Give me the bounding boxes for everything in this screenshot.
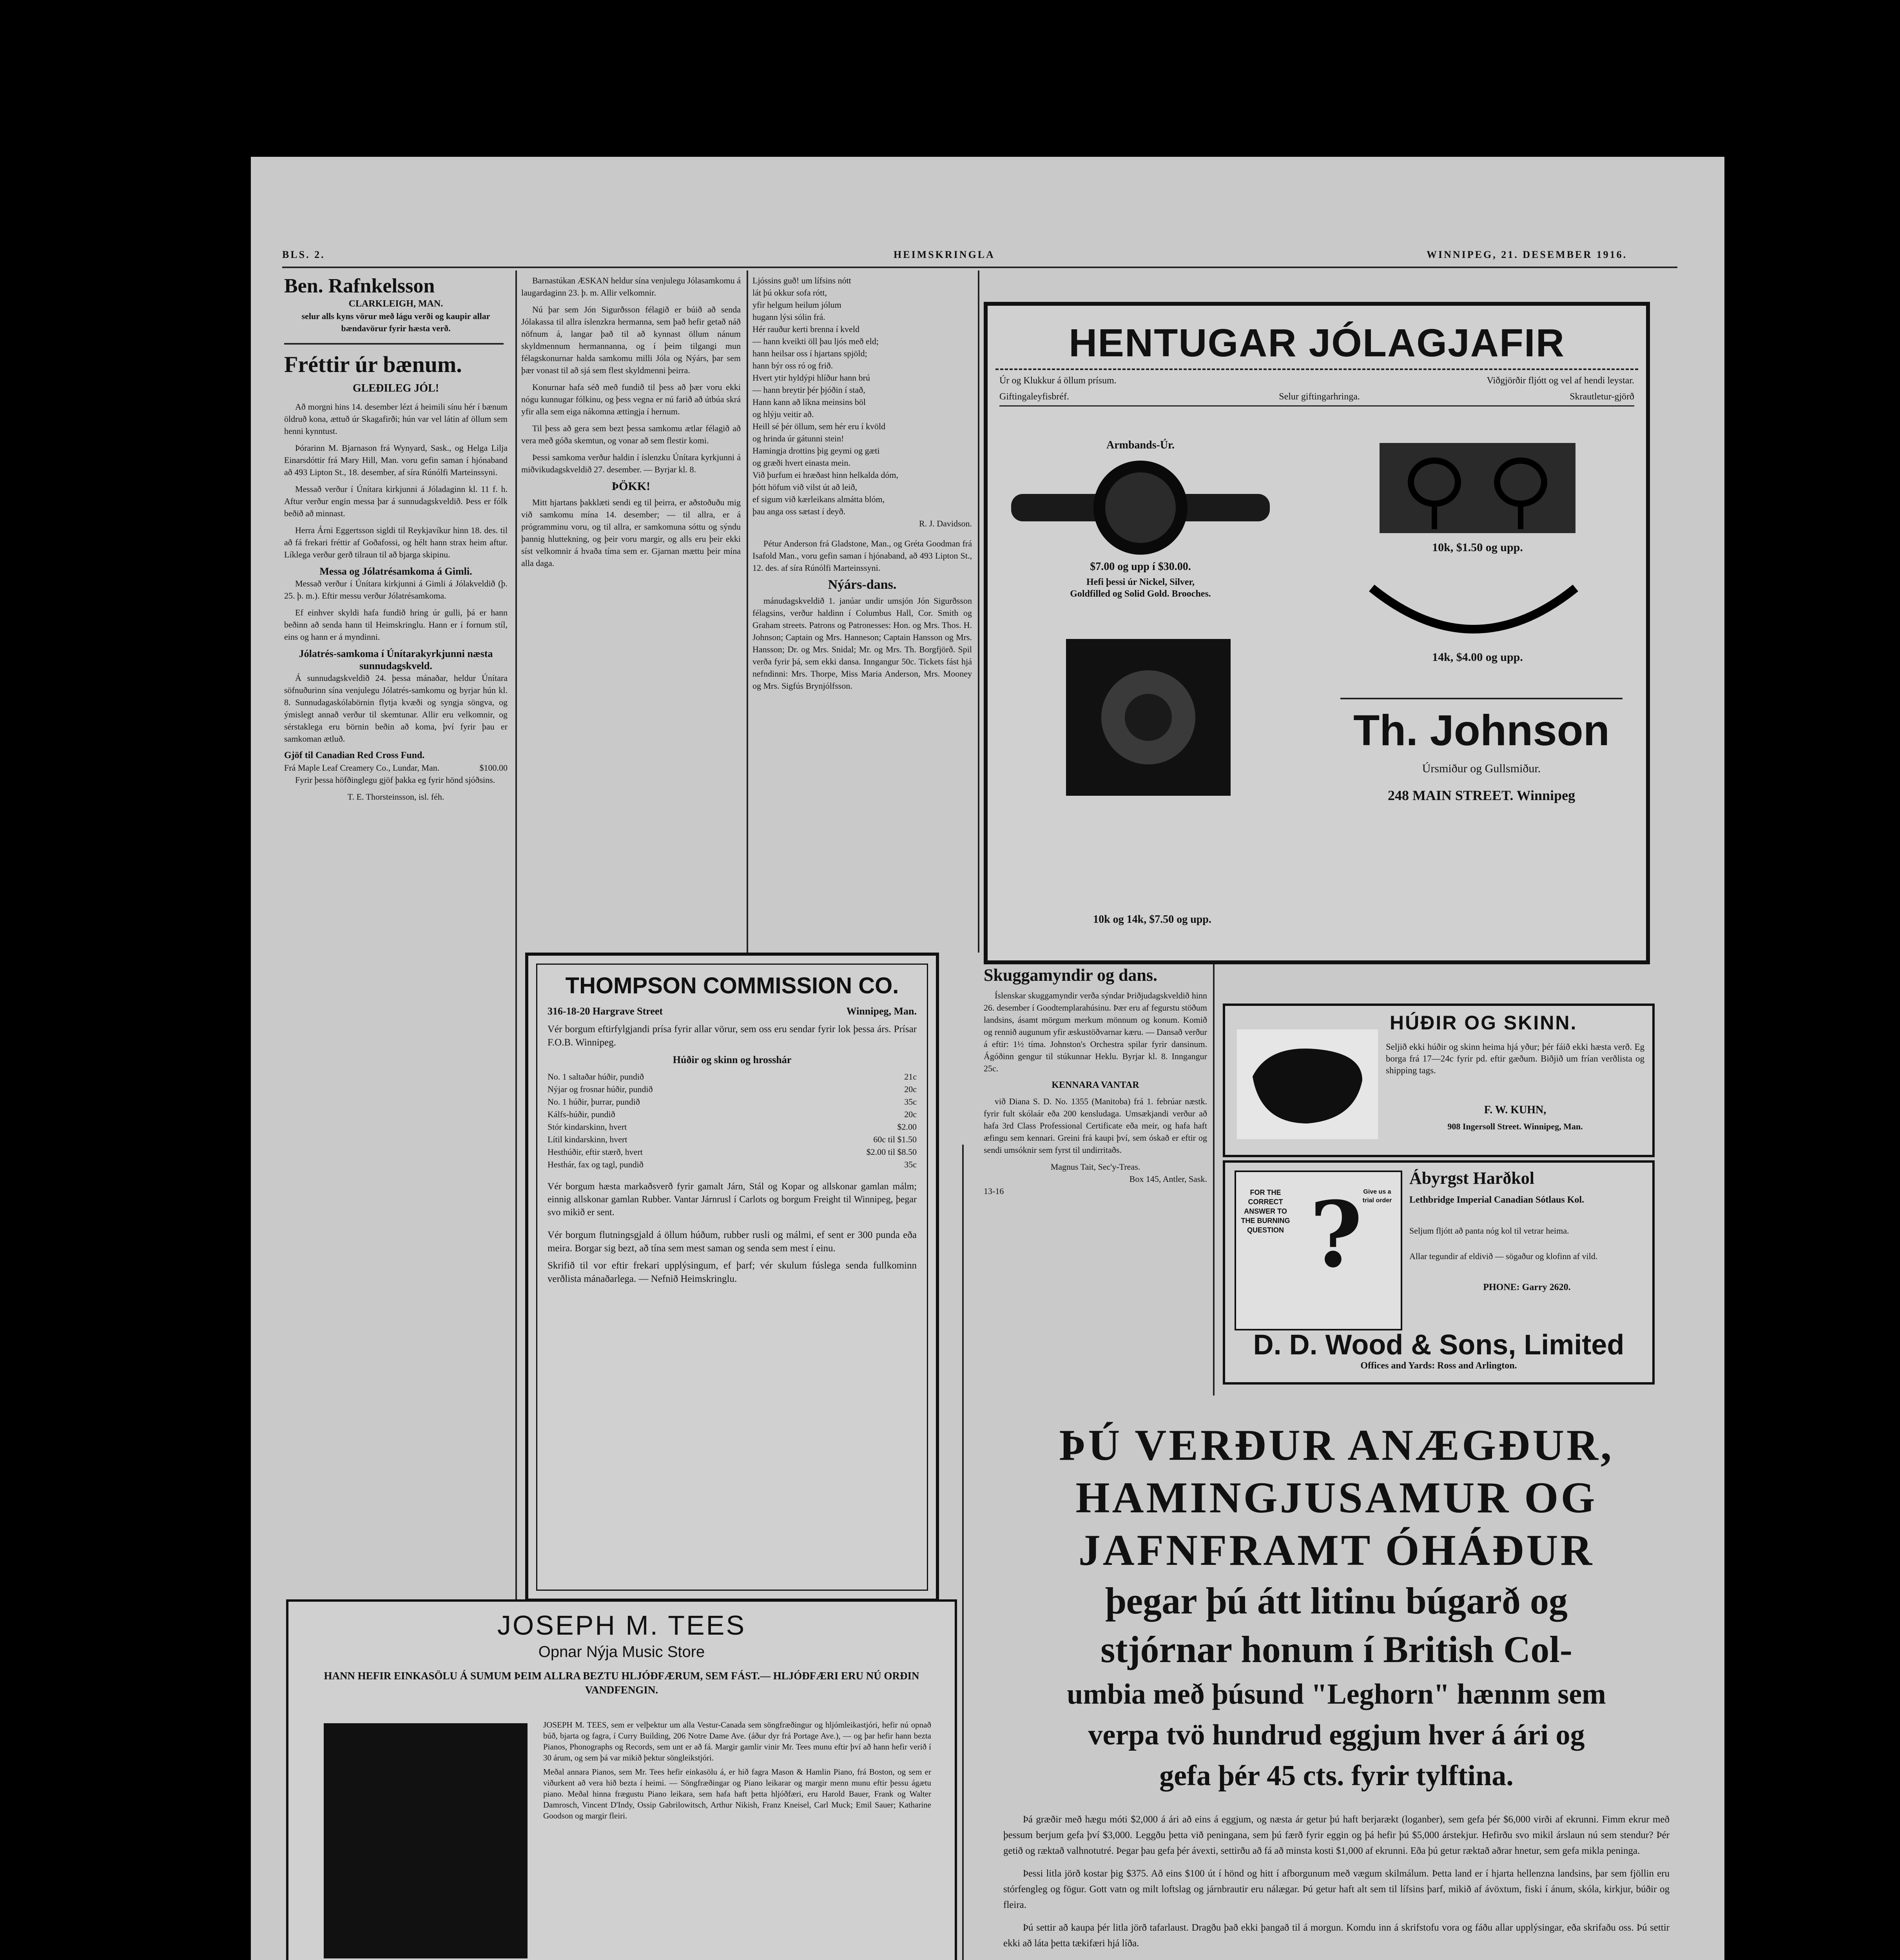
news-paragraph: Konurnar hafa séð með fundið til þess að þær voru ekki nógu kunnugar fólkinu, og þess vegna er nú farið að útbúa skrá yfir alla sem eiga nákomna ættingja í hernum.: [521, 382, 741, 416]
watches-note: Úr og Klukkur á öllum prísum.: [999, 376, 1117, 386]
tees-paragraph: JOSEPH M. TEES, sem er velþektur um alla Vestur-Canada sem söngfræðingur og hljómleikastjóri, hefir nú opnað búð, bjarta og fagra, í Curry Building, 206 Notre Dame Ave. (áður dyr frá Portage Ave.), — og þar hefir hann bezta Pianos, Phonographs og Records, sem unt er að fá. Margir gamlir vinir Mr. Tees munu eftir því að hann hefir verið í 30 árum, og sem þá var mikið þektur söngleikstjóri.: [543, 1720, 931, 1762]
johnson-name: Th. Johnson: [1353, 706, 1610, 755]
price-value: 35c: [904, 1160, 917, 1169]
brooch-price: 10k og 14k, $7.50 og upp.: [1093, 913, 1211, 926]
price-table: [548, 1071, 917, 1171]
rings-image: [1380, 443, 1575, 533]
news-paragraph: Barnastúkan ÆSKAN heldur sína venjulegu Jólasamkomu á laugardaginn 23. þ. m. Allir velkomnir.: [521, 276, 741, 298]
price-item: Hesthár, fax og tagl, pundið: [548, 1160, 644, 1169]
headline-6: umbia með þúsund "Leghorn" hænnm sem: [1067, 1678, 1606, 1710]
hides-text: Seljið ekki húðir og skinn heima hjá yður; þér fáið ekki hæsta verð. Eg borga frá 17—24c fyrir pd. eftir gæðum. Biðjið um frían verðlista og shipping tags.: [1386, 1042, 1644, 1075]
hides-name: F. W. KUHN,: [1484, 1104, 1546, 1116]
price-item: Hesthúðir, eftir stærð, hvert: [548, 1147, 643, 1157]
poem-line: ef sigum við kærleikans almátta blóm,: [752, 494, 885, 504]
fund-row: [284, 762, 508, 774]
johnson-box: [1340, 698, 1623, 933]
teacher-signature: Magnus Tait, Sec'y-Treas.: [1050, 1162, 1140, 1172]
tees-title: JOSEPH M. TEES: [497, 1610, 746, 1641]
fund-signature: T. E. Thorsteinsson, isl. féh.: [347, 792, 444, 802]
price-row: [548, 1146, 917, 1158]
price-value: 35c: [904, 1097, 917, 1107]
news-paragraph: Til þess að gera sem bezt þessa samkomu ætlar félagið að vera með góða skemtun, og vonar að sem flestir komi.: [521, 423, 741, 445]
tees-banner: HANN HEFIR EINKASÖLU Á SUMUM ÞEIM ALLRA BEZTU HLJÓÐFÆRUM, SEM FÁST.— HLJÓÐFÆRI ERU NÚ ORÐIN VANDFENGIN.: [324, 1670, 919, 1696]
poem-signature: R. J. Davidson.: [919, 519, 972, 528]
poem-line: Hvert ytir hyldýpi hlíður hann brú: [752, 373, 870, 383]
jewelry-title: HENTUGAR JÓLAGJAFIR: [1069, 321, 1565, 365]
thompson-address: 316-18-20 Hargrave Street: [548, 1005, 663, 1017]
teacher-text: við Diana S. D. No. 1355 (Manitoba) frá 1. febrúar næstk. fyrir fult skólaár eða 200 kensludaga. Umsækjandi verður að hafa 3rd Class Professional Certificate eða meir, og hafa haft æfingu sem kennari. Greini frá kaupi því, sem óskað er eftir og sendi umsóknir sem fyrst til undirritaðs.: [984, 1096, 1207, 1155]
thompson-ad: [525, 953, 939, 1602]
news-paragraph: Á sunnudagskveldið 24. þessa mánaðar, heldur Únítara söfnuðurinn sína venjulegu Jólatrés-samkomu og byrjar hún kl. 8. Sunnudagaskólabörnin flytja kvæði og syngja söngva, og ýmislegt annað verður til skemtunar. Allir eru velkomnir, og sérstaklega eru börnin beðin að koma, því fyrir þau er samkoman ætluð.: [284, 673, 508, 744]
dance-text: mánudagskveldið 1. janúar undir umsjón Jón Sigurðsson félagsins, verður haldinn í Columbus Hall, Cor. Smith og Graham streets. Patrons og Patronesses: Hon. og Mrs. Thos. H. Johnson; Captain og Mrs. Hanneson; Captain Hansson og Mrs. Hansson; Dr. og Mrs. Snidal; Mr. og Mrs. Th. Borgfjörð. Spil verða fyrir þá, sem ekki dansa. Inngangur 50c. Tickets fást hjá nefndinni: Mrs. Thorpe, Miss Maria Anderson, Mrs. Mooney og Mrs. Sigfús Brynjólfsson.: [752, 596, 972, 691]
header-rule: [282, 267, 1677, 268]
johnson-trade: Úrsmiður og Gullsmiður.: [1422, 762, 1541, 775]
bracelet-price: $7.00 og upp í $30.00.: [1090, 561, 1191, 573]
shadow-text: Íslenskar skuggamyndir verða sýndar Þriðjudagskveldið hinn 26. desember í Goodtemplarahúsinu. Þær eru af fegurstu stöðum landsins, ásamt mörgum merkum mönnum og konum. Komið og rennið augunum yfir æskustöðvarnar kæru. — Dansað verður á eftir: 1½ tíma. Johnston's Orchestra spilar fyrir dansinum. Ágóðinn gengur til stúkunnar Heklu. Byrjar kl. 8. Inngangur 25c.: [984, 991, 1207, 1073]
headline-5: stjórnar honum í British Col-: [1100, 1628, 1572, 1670]
title-ornament: [995, 368, 1638, 370]
price-item: No. 1 húðir, þurrar, pundið: [548, 1097, 640, 1107]
price-row: [548, 1133, 917, 1146]
price-item: No. 1 saltaðar húðir, pundið: [548, 1072, 644, 1082]
headline-3: JAFNFRAMT ÓHÁÐUR: [1078, 1526, 1595, 1575]
teacher-box: Box 145, Antler, Sask.: [1129, 1174, 1207, 1184]
tees-ad: [286, 1599, 957, 1960]
tees-subtitle: Opnar Nýja Music Store: [538, 1643, 705, 1661]
necklace-image: [1364, 580, 1583, 647]
coal-phone: PHONE: Garry 2620.: [1483, 1282, 1571, 1292]
price-row: [548, 1121, 917, 1133]
thompson-para4: Skrifið til vor eftir frekari upplýsingum, ef þarf; vér skulum fúslega senda fullkominn verðlista mánaðarlega. — Nefnið Heimskringlu.: [548, 1260, 917, 1284]
bracelet-desc: Hefi þessi úr Nickel, Silver, Goldfilled og Solid Gold. Brooches.: [1070, 577, 1211, 599]
teacher-title: KENNARA VANTAR: [1052, 1080, 1139, 1090]
news-paragraph: Ef einhver skyldi hafa fundið hring úr gulli, þá er hann beðinn að senda hann til Heimskringlu. Hann er í fornum stíl, eins og hann er á myndinni.: [284, 608, 508, 642]
thompson-para2: Vér borgum hæsta markaðsverð fyrir gamalt Járn, Stál og Kopar og allskonar gamlan málm; einnig allskonar gamlan Rubber. Vantar Járnrusl í Carlots og borgum Freight til Winnipeg, þegar svo mikið er sent.: [548, 1181, 917, 1218]
thompson-title: THOMPSON COMMISSION CO.: [565, 973, 899, 998]
rings: Selur giftingarhringa.: [1279, 392, 1360, 402]
poem: [752, 274, 972, 517]
news-paragraph: Að morgni hins 14. desember lézt á heimili sínu hér í bænum öldruð kona, ættuð úr Skagafirði; hún var vel látin af öllum sem henni kynntust.: [284, 402, 508, 436]
poem-line: — hann kveikti öll þau ljós með eld;: [752, 336, 879, 346]
news-paragraph: Nú þar sem Jón Sigurðsson félagið er búið að senda Jólakassa til allra íslenzkra hermanna, sem það hefir getað náð nöfnum á, langar það til að kynnast öllum nánum skyldmennum hermannanna, og í þeim tilgangi mun félagskonurnar halda samkomu milli Jóla og Nýárs, þar sem þær vonast til að sjá sem flest skyldmenni þeirra.: [521, 305, 741, 375]
news-paragraph: Þessi samkoma verður haldin í íslenzku Únítara kyrkjunni á miðvikudagskveldið 27. desember. — Byrjar kl. 8.: [521, 452, 741, 474]
badge-text: FOR THE CORRECT ANSWER TO THE BURNING QUESTION: [1241, 1189, 1290, 1234]
divider: [284, 343, 504, 345]
poem-line: og græði hvert einasta mein.: [752, 458, 850, 468]
coal-title: Ábyrgst Harðkol: [1409, 1169, 1534, 1188]
price-item: Lítil kindarskinn, hvert: [548, 1134, 627, 1144]
poem-line: Við þurfum ei hræðast hinn helkalda dóm,: [752, 470, 899, 480]
hides-address: 908 Ingersoll Street. Winnipeg, Man.: [1447, 1122, 1583, 1131]
column-3: [752, 274, 972, 697]
fund-note: Fyrir þessa höfðinglegu gjöf þakka eg fyrir hönd sjóðsins.: [295, 775, 495, 785]
johnson-address: 248 MAIN STREET. Winnipeg: [1387, 788, 1575, 803]
thompson-para3: Vér borgum flutningsgjald á öllum húðum, rubber rusli og málmi, ef sent er 300 punda eða meira. Borgar sig bezt, að tína sem mest saman og senda sem mest í einu.: [548, 1230, 917, 1254]
poem-line: og hrinda úr gátunni stein!: [752, 434, 844, 443]
price-value: 20c: [904, 1109, 917, 1119]
thompson-city: Winnipeg, Man.: [846, 1005, 917, 1017]
poem-line: Heill sé þér öllum, sem hér eru í kvöld: [752, 421, 886, 431]
coal-ad: [1223, 1160, 1655, 1385]
price-item: Kálfs-húðir, pundið: [548, 1109, 615, 1119]
tees-paragraph: Meðal annara Pianos, sem Mr. Tees hefir einkasölu á, er hið fagra Mason & Hamlin Piano, frá Boston, og sem er viðurkent að vera hið bezta í heimi. — Söngfræðingar og Piano leikarar og margir menn munu eftir þessu ágætu piano. Meðal hinna frægustu Piano leikara, sem hafa haft þetta hljóðfæri, eru Harold Bauer, Frank og Walter Damrosch, Vincent D'Indy, Ossip Gabrilowitsch, Arthur Nikish, Franz Kneisel, Carl Muck; Emil Sauer; Katharine Goodson og margir fleiri.: [543, 1767, 931, 1820]
column-1: [284, 274, 508, 803]
subheading: Jólatrés-samkoma í Únítarakyrkjunni næsta sunnudagskveld.: [299, 648, 493, 671]
ad-name: Ben. Rafnkelsson: [284, 275, 435, 297]
poem-line: Hann kann að líkna meinsins böl: [752, 397, 866, 407]
ad-place: CLARKLEIGH, MAN.: [348, 299, 443, 309]
masthead: HEIMSKRINGLA: [894, 249, 995, 260]
tees-body-right: [543, 1719, 931, 1824]
price-item: Nýjar og frosnar húðir, pundið: [548, 1084, 653, 1094]
price-item: Stór kindarskinn, hvert: [548, 1122, 627, 1132]
headline-1: ÞÚ VERÐUR ANÆGÐUR,: [1059, 1421, 1614, 1470]
coal-text-2: Allar tegundir af eldivið — sögaður og klofinn af vild.: [1409, 1251, 1598, 1261]
poem-line: yfir helgum heilum jólum: [752, 300, 841, 310]
poem-line: Hamingja drottins þig geymi og gæti: [752, 446, 880, 456]
burning-question-badge: [1235, 1171, 1402, 1330]
hides-title: HÚÐIR OG SKINN.: [1390, 1012, 1577, 1034]
headline-2: HAMINGJUSAMUR OG: [1075, 1474, 1597, 1522]
ad-text: selur alls kyns vörur með lágu verði og kaupir allar bændavörur fyrir hæsta verð.: [301, 311, 490, 333]
poem-line: og hlýju veitir að.: [752, 409, 814, 419]
fund-title: Gjöf til Canadian Red Cross Fund.: [284, 750, 425, 760]
poem-line: þótt höfum við vilst út að leið,: [752, 482, 858, 492]
fund-donor: Frá Maple Leaf Creamery Co., Lundar, Man.: [284, 763, 440, 773]
bracelet-label: Armbands-Úr.: [1106, 439, 1175, 451]
scott-body: [1003, 1812, 1670, 1951]
price-value: $2.00 til $8.50: [866, 1147, 917, 1157]
price-row: [548, 1083, 917, 1096]
repairs-note: Viðgjörðir fljótt og vel af hendi leystar.: [1487, 376, 1634, 386]
price-row: [548, 1108, 917, 1121]
column-rule-4: [962, 1145, 964, 1960]
question-mark-icon: ?: [1309, 1182, 1363, 1288]
scott-paragraph: Þessi litla jörð kostar þig $375. Að eins $100 út í hönd og hitt í afborgunum með vægum skilmálum. Þetta land er í hjarta hellenzna landsins, þar sem fjöllin eru stórfengleg og fögur. Gott vatn og milt loftslag og járnbrautir eru nálægar. Þú getur haft alt sem til lífsins þarf, mikið af ávöxtum, fiski í ánum, skóla, kirkjur, búðir og fleira.: [1003, 1868, 1670, 1910]
poem-line: lát þú okkur sofa rótt,: [752, 288, 827, 298]
fund-amount: $100.00: [479, 763, 508, 773]
price-row: [548, 1158, 917, 1171]
headline-4: þegar þú átt litinu búgarð og: [1105, 1580, 1568, 1622]
scott-hill-ad: [980, 1419, 1693, 1960]
wedding-notice: Pétur Anderson frá Gladstone, Man., og Gréta Goodman frá Isafold Man., voru gefin saman í hjónaband, að 493 Lipton St., 12. des. af síra Rúnólfi Marteinssyni.: [752, 539, 972, 573]
tees-portrait: [324, 1723, 528, 1958]
coal-sub: Lethbridge Imperial Canadian Sótlaus Kol.: [1409, 1195, 1585, 1205]
scott-paragraph: Þú settir að kaupa þér litla jörð tafarlaust. Dragðu það ekki þangað til á morgun. Komdu inn á skrifstofu vora og fáðu allar upplýsingar, eða skrifaðu oss. Þú settir ekki að láta þetta tækifæri hjá líða.: [1003, 1922, 1670, 1949]
coal-company: D. D. Wood & Sons, Limited: [1253, 1329, 1624, 1361]
dance-title: Nýárs-dans.: [828, 577, 897, 592]
scott-paragraph: Þá græðir með hægu móti $2,000 á ári að eins á eggjum, og næsta ár getur þú haft berjarækt (loganber), sem gefa þér $6,000 virði af ekrunni. Fimm ekrur með þessum berjum gefa því $3,000. Leggðu þetta við peningana, sem þú færð fyrir eggin og þá hefir þú $5,000 árstekjur. Hefirðu svo mikil árslaun nú sem stendur? Þér getið og ræktað valhnotutré. Þegar þau gefa þér ávexti, settirðu að fá að minsta kosti $1,000 af ekrunni. Eða þú getur ræktað aðrar hnetur, sem gefa mikla peninga.: [1003, 1814, 1670, 1856]
poem-line: — hann breytir þér þjóðin í stað,: [752, 385, 865, 395]
news-paragraph: Þórarinn M. Bjarnason frá Wynyard, Sask., og Helga Lilja Einarsdóttir frá Mary Hill, Man. voru gefin saman í hjónaband að 493 Lipton St., 18. desember, af síra Rúnólfi Marteinssyni.: [284, 443, 508, 477]
news-paragraph: Herra Árni Eggertsson sigldi til Reykjavíkur hinn 18. des. til að fá frekari fréttir af Goðafossi, og hélt hann strax heim aftur. Líklega verður gerð tilraun til að bjarga skipinu.: [284, 525, 508, 559]
newspaper-page: [251, 157, 1724, 1960]
news-paragraph: Messað verður í Únítara kirkjunni á Gimli á Jólakveldið (þ. 25. þ. m.). Eftir messu verður Jólatrésamkoma.: [284, 579, 508, 601]
poem-line: Ljóssins guð! um lífsins nótt: [752, 276, 851, 285]
headline-8: gefa þér 45 cts. fyrir tylftina.: [1159, 1760, 1514, 1792]
thanks-title: ÞÖKK!: [611, 480, 651, 493]
coal-text: Seljum fljótt að panta nóg kol til vetrar heima.: [1409, 1226, 1569, 1236]
column-2: [521, 274, 741, 574]
news-paragraph: Messað verður í Únítara kirkjunni á Jóladaginn kl. 11 f. h. Aftur verður engin messa þar á sunnudagskveldið. Þess er fólk beðið að minnast.: [284, 484, 508, 518]
page-number: BLS. 2.: [282, 249, 325, 260]
poem-line: hann býr oss ró og frið.: [752, 361, 833, 370]
engraving: Skrautletur-gjörð: [1570, 392, 1634, 402]
badge-text-2: Give us a trial order: [1362, 1189, 1392, 1204]
divider: [1340, 698, 1623, 699]
price-value: $2.00: [897, 1122, 917, 1132]
thompson-subhead: Húðir og skinn og hrosshár: [673, 1054, 792, 1065]
hides-ad: [1223, 1004, 1655, 1157]
price-value: 21c: [904, 1072, 917, 1082]
poem-line: hugann lýsi sólin frá.: [752, 312, 825, 322]
price-value: 20c: [904, 1084, 917, 1094]
licenses: Giftingaleyfisbréf.: [999, 392, 1069, 402]
issue-code: 13-16: [984, 1186, 1004, 1196]
shadow-title: Skuggamyndir og dans.: [984, 965, 1158, 985]
price-row: [548, 1096, 917, 1108]
price-row: [548, 1071, 917, 1083]
shadow-column: [984, 964, 1207, 1197]
ring-price: 10k, $1.50 og upp.: [1432, 541, 1523, 554]
brooch-image: [1066, 639, 1231, 796]
wristwatch-image: [1003, 455, 1278, 557]
price-value: 60c til $1.50: [873, 1134, 917, 1144]
coal-yards: Offices and Yards: Ross and Arlington.: [1360, 1361, 1517, 1371]
column-rule-3: [978, 270, 979, 953]
necklace-price: 14k, $4.00 og upp.: [1432, 651, 1523, 664]
hide-image: [1237, 1029, 1378, 1139]
subheading: Messa og Jólatrésamkoma á Gimli.: [319, 566, 472, 577]
jewelry-ad: [984, 302, 1650, 964]
section-title: Fréttir úr bænum.: [284, 352, 462, 377]
thompson-intro: Vér borgum eftirfylgjandi prísa fyrir allar vörur, sem oss eru sendar fyrir lok þessa árs. Prísar F.O.B. Winnipeg.: [548, 1024, 917, 1048]
thanks-text: Mitt hjartans þakklæti sendi eg til þeirra, er aðstoðuðu mig við samkomu mína 14. desember; — til allra, er á prógramminu voru, og til allra, er samkomuna sóttu og sýndu þannig hluttekning, og þeir voru margir, og alls eru þeir ekki síst velkomnir á hvaða tíma sem er. Gjarnan mættu þeir mína alla daga.: [521, 497, 741, 568]
headline-7: verpa tvö hundrud eggjum hver á ári og: [1088, 1719, 1585, 1751]
greeting: GLEÐILEG JÓL!: [352, 382, 439, 394]
issue-date: WINNIPEG, 21. DESEMBER 1916.: [1427, 249, 1628, 260]
poem-line: hann heilsar oss í hjartans spjöld;: [752, 348, 867, 358]
poem-line: þau anga oss sætast í deyð.: [752, 506, 846, 516]
poem-line: Hér rauður kerti brenna í kveld: [752, 324, 860, 334]
column-rule-5: [1213, 964, 1215, 1396]
